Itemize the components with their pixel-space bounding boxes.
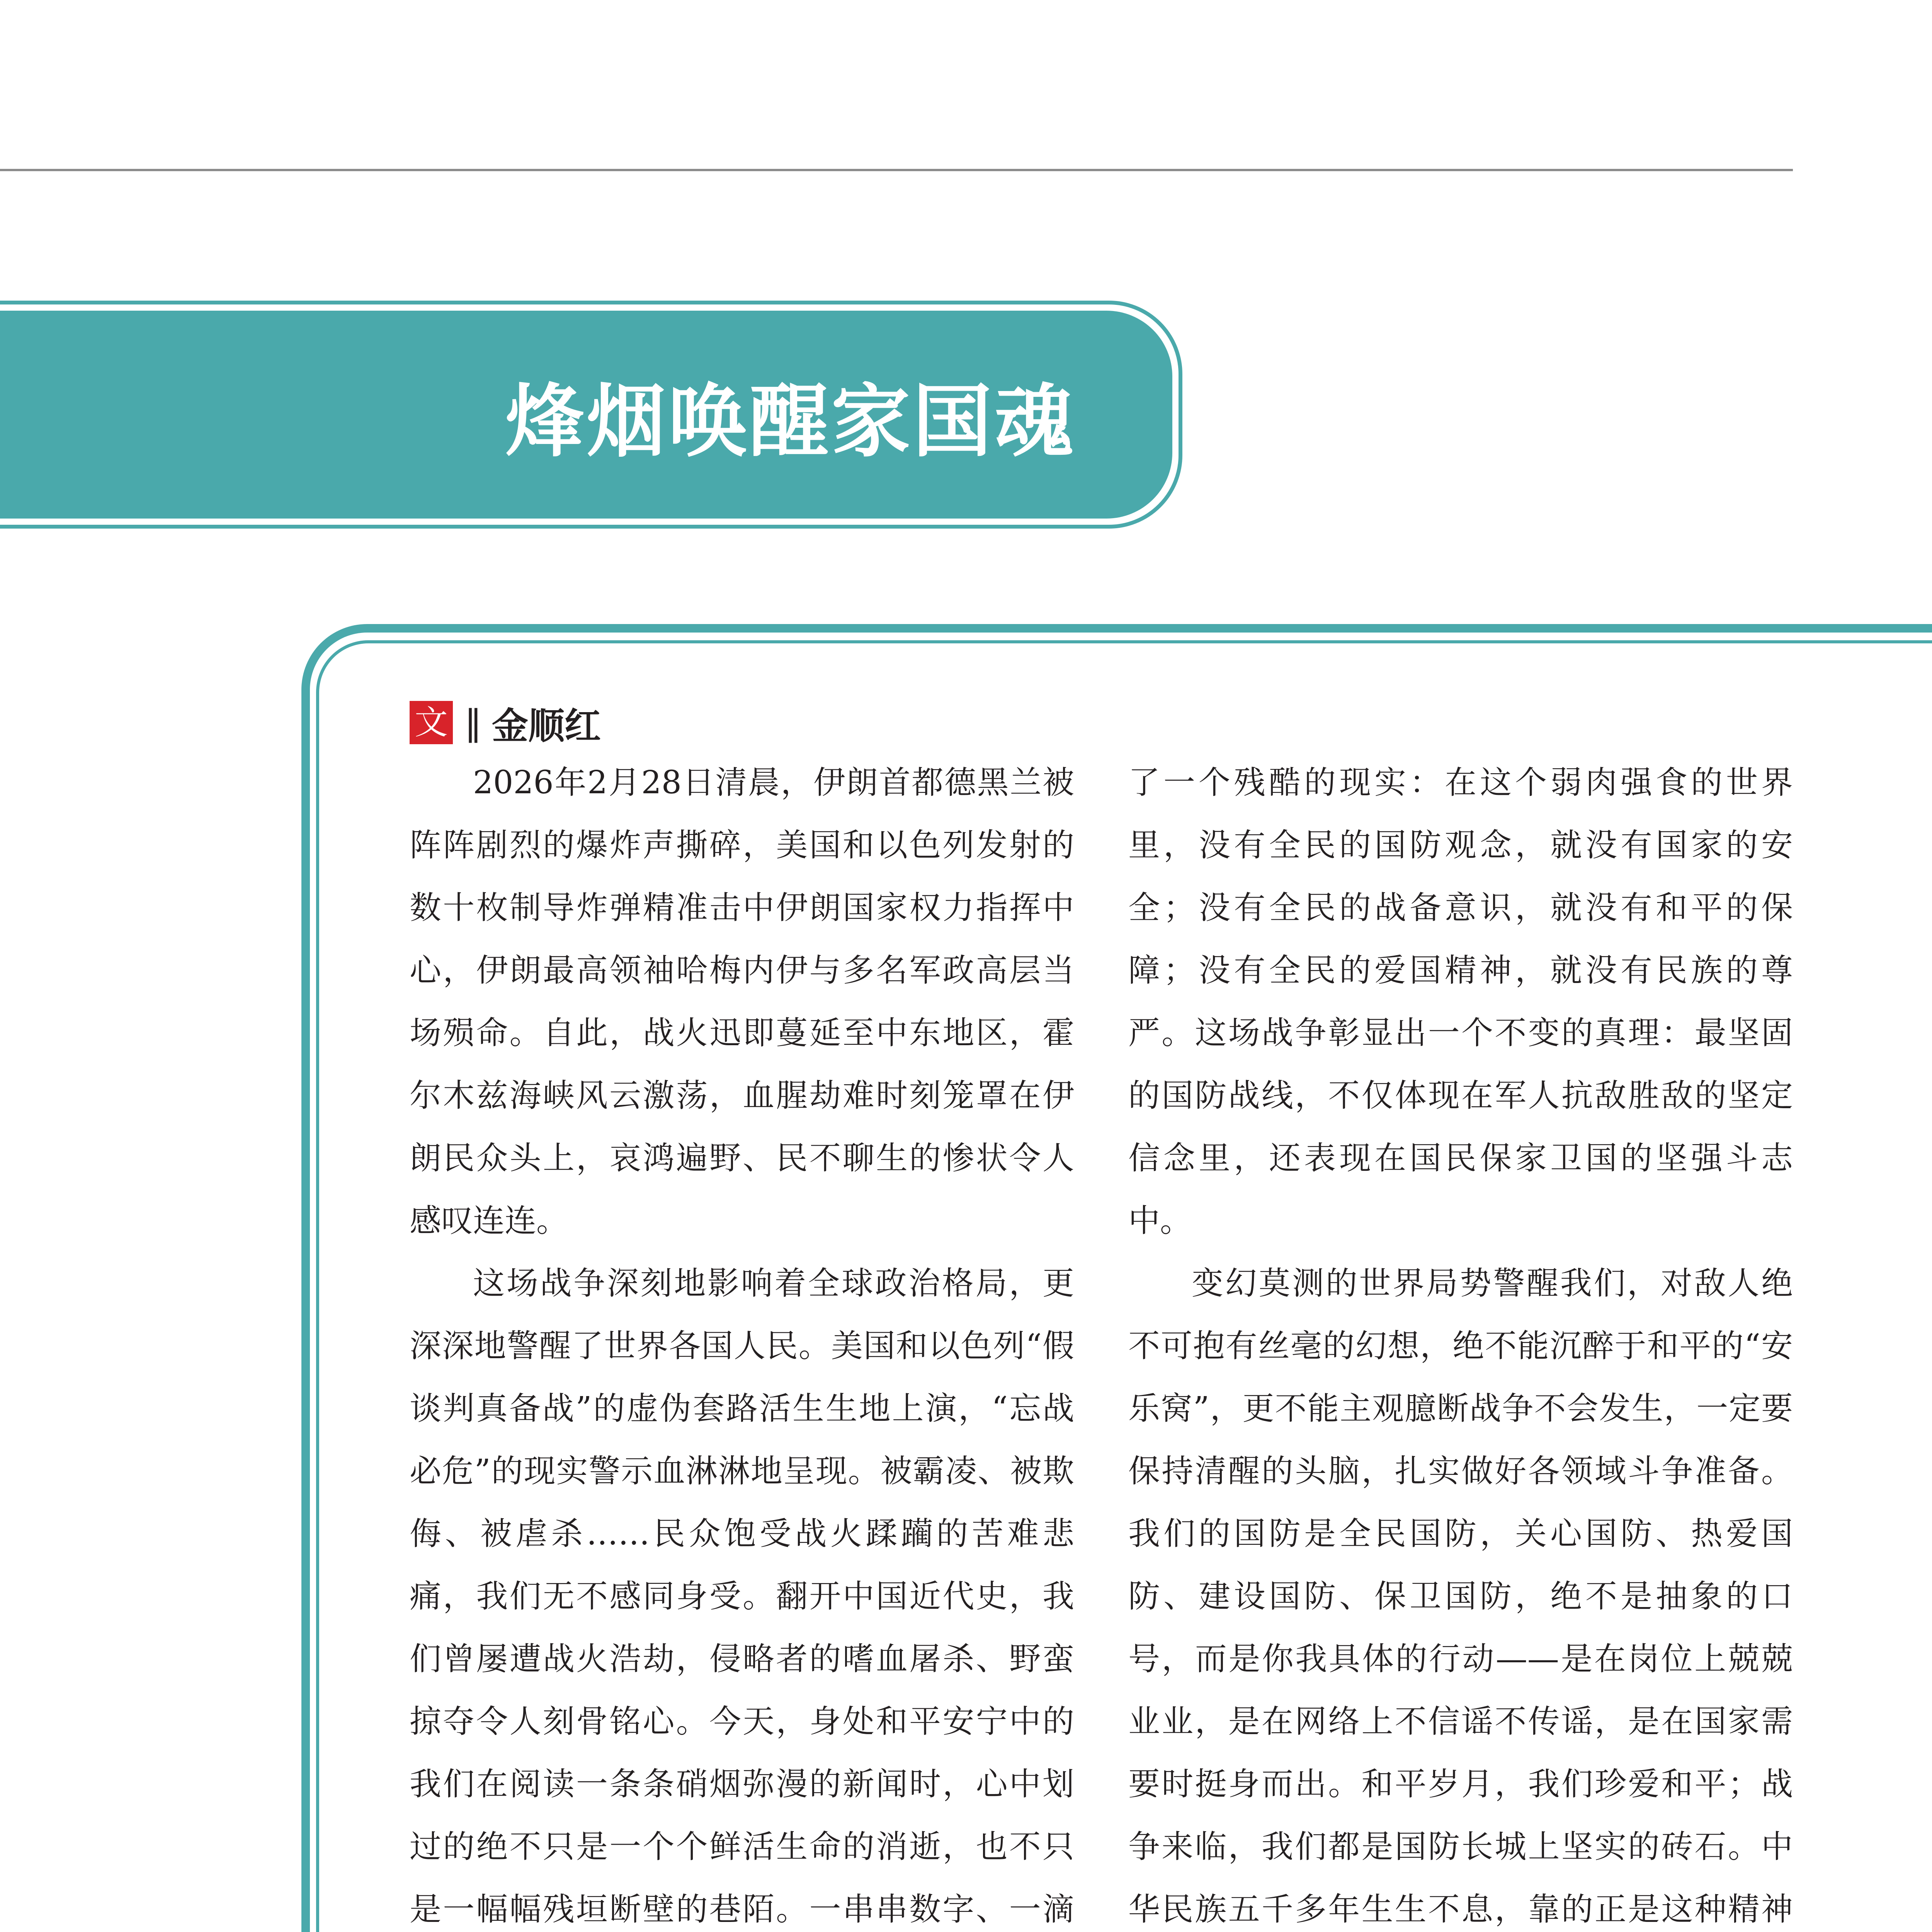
article-title: 烽烟唤醒家国魂	[505, 376, 1076, 468]
title-banner-fill	[0, 311, 1172, 519]
byline	[410, 697, 601, 748]
title-banner	[0, 301, 1182, 529]
paragraph: 2026年2月28日清晨，伊朗首都德黑兰被阵阵剧烈的爆炸声撕碎，美国和以色列发射的数十枚制导炸弹精准击中伊朗国家权力指挥中心，伊朗最高领袖哈梅内伊与多名军政高层当场殒命。自此，战火迅即蔓延至中东地区，霍尔木兹海峡风云激荡，血腥劫难时刻笼罩在伊朗民众头上，哀鸿遍野、民不聊生的惨状令人感叹连连。	[410, 764, 1074, 1239]
header-rule	[0, 169, 1793, 171]
left-column	[410, 752, 1074, 1932]
byline-separator: ‖	[464, 702, 482, 743]
paragraph: 变幻莫测的世界局势警醒我们，对敌人绝不可抱有丝毫的幻想，绝不能沉醉于和平的“安乐窝”，更不能主观臆断战争不会发生，一定要保持清醒的头脑，扎实做好各领域斗争准备。我们的国防是全民国防，关心国防、热爱国防、建设国防、保卫国防，绝不是抽象的口号，而是你我具体的行动——是在岗位上兢兢业业，是在网络上不信谣不传谣，是在国家需要时挺身而出。和平岁月，我们珍爱和平；战争来临，我们都是国防长城上坚实的砖石。中华民族五千多年生生不息，靠的正是这种精神	[1128, 1265, 1793, 1928]
paragraph: 这场战争深刻地影响着全球政治格局，更深深地警醒了世界各国人民。美国和以色列“假谈判真备战”的虚伪套路活生生地上演，“忘战必危”的现实警示血淋淋地呈现。被霸凌、被欺侮、被虐杀……民众饱受战火蹂躏的苦难悲痛，我们无不感同身受。翻开中国近代史，我们曾屡遭战火浩劫，侵略者的嗜血屠杀、野蛮掠夺令人刻骨铭心。今天，身处和平安宁中的我们在阅读一条条硝烟弥漫的新闻时，心中划过的绝不只是一个个鲜活生命的消逝，也不只是一幅幅残垣断壁的巷陌。一串串数字、一滴	[410, 1265, 1074, 1928]
author-name: 金顺红	[492, 705, 601, 747]
right-column	[1128, 752, 1793, 1932]
byline-badge: 文	[410, 701, 453, 744]
paragraph-continued: 了一个残酷的现实：在这个弱肉强食的世界里，没有全民的国防观念，就没有国家的安全；没有全民的战备意识，就没有和平的保障；没有全民的爱国精神，就没有民族的尊严。这场战争彰显出一个不变的真理：最坚固的国防战线，不仅体现在军人抗敌胜敌的坚定信念里，还表现在国民保家卫国的坚强斗志中。	[1128, 764, 1793, 1239]
